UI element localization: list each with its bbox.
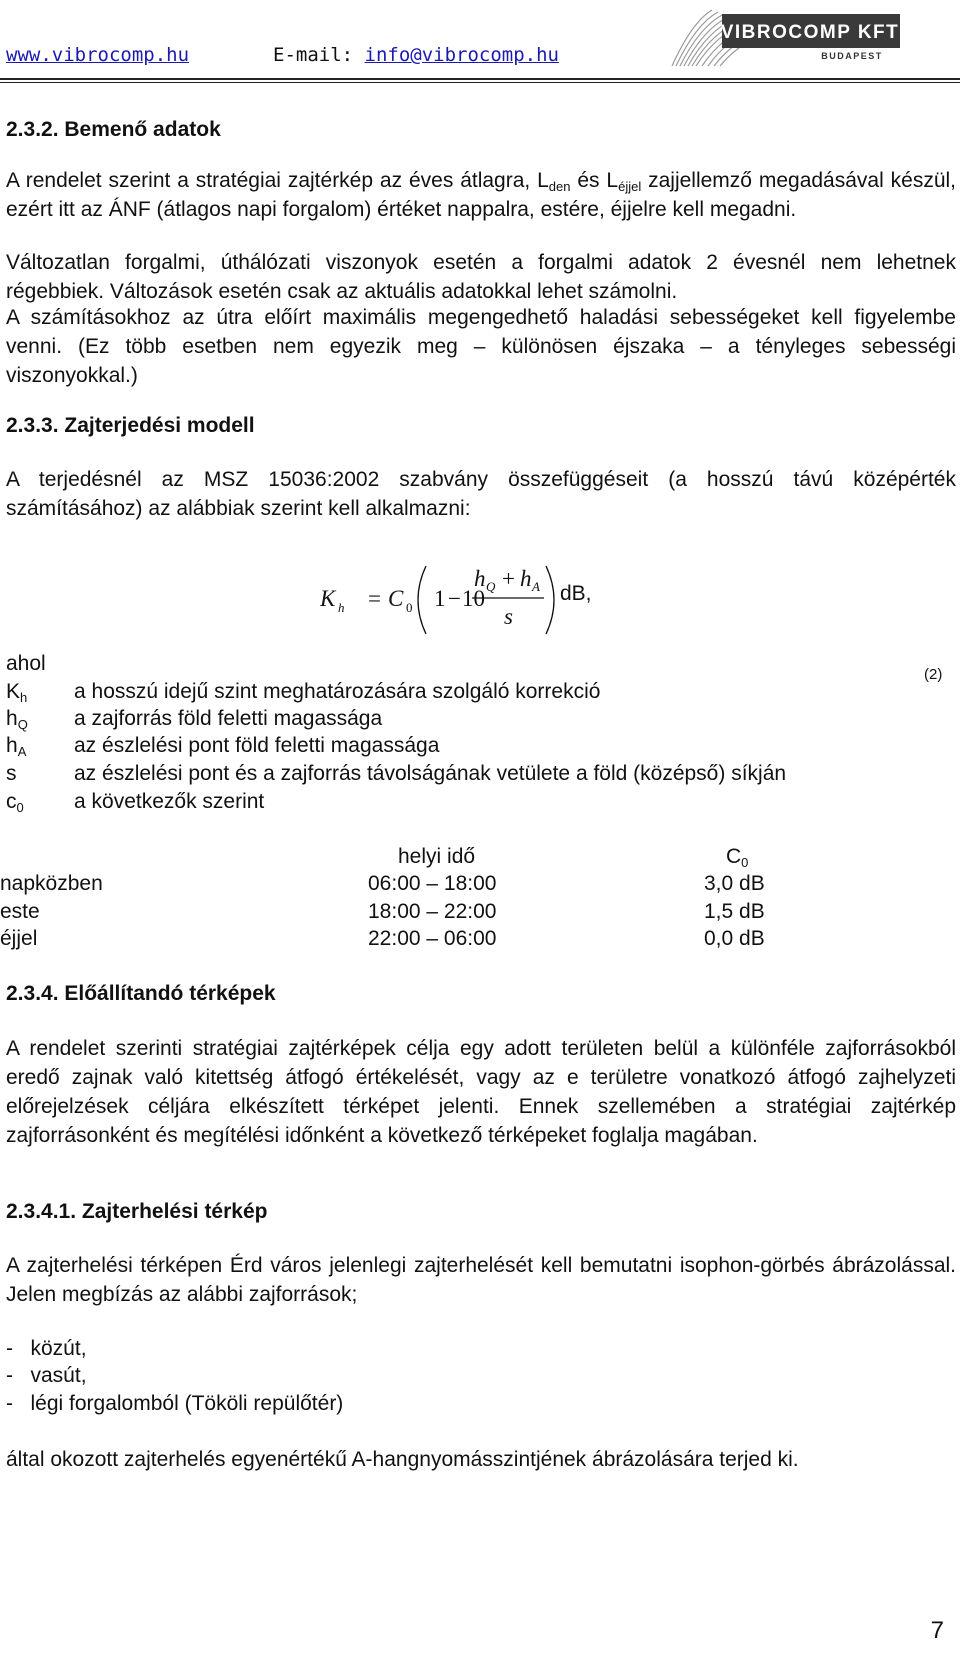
- definition-hq: $h_Q$ a zajforrás föld feletti magassága: [6, 707, 383, 732]
- definition-c0: $c_0$ a következők szerint: [6, 790, 265, 815]
- list-item: - légi forgalomból (Tököli repülőtér): [6, 1392, 344, 1415]
- formula-k: K: [320, 586, 336, 611]
- company-logo: [662, 2, 902, 74]
- table-row: este 18:00 – 22:00 1,5 dB: [0, 900, 765, 923]
- equation-number: (2): [924, 666, 943, 683]
- formula-k-sub: h: [338, 600, 345, 615]
- table-row: napközben 06:00 – 18:00 3,0 dB: [0, 872, 765, 895]
- list-item: - közút,: [6, 1337, 87, 1360]
- list-item: - vasút,: [6, 1364, 87, 1387]
- header-time: helyi idő: [398, 845, 476, 868]
- heading-232: 2.3.2. Bemenő adatok: [6, 118, 221, 141]
- svg-text:BUDAPEST: BUDAPEST: [821, 51, 883, 61]
- svg-text:VIBROCOMP KFT: VIBROCOMP KFT: [720, 22, 900, 43]
- definition-ha: $h_A$ az észlelési pont föld feletti magassága: [6, 734, 440, 759]
- formula-ha: h: [520, 566, 532, 591]
- formula-hq-sub: Q: [486, 579, 496, 594]
- heading-234: 2.3.4. Előállítandó térképek: [6, 982, 276, 1005]
- paragraph-2341-1: A zajterhelési térképen Érd város jelenlegi zajterhelését kell bemutatni isophon-görbés ábrázolással. Jelen megbízás az alábbi zajforrások;: [6, 1254, 956, 1306]
- formula-c: C: [388, 586, 404, 611]
- heading-233: 2.3.3. Zajterjedési modell: [6, 414, 255, 437]
- heading-2341: 2.3.4.1. Zajterhelési térkép: [6, 1200, 268, 1223]
- formula-unit: dB,: [560, 582, 592, 605]
- formula-ten: 10: [462, 586, 485, 611]
- header-rule: [0, 78, 960, 80]
- formula-kh: [320, 560, 640, 640]
- paragraph-233-1: A terjedésnél az MSZ 15036:2002 szabvány összefüggéseit (a hosszú távú középérték számításához) az alábbiak szerint kell alkalmazni:: [6, 468, 956, 520]
- formula-ha-sub: A: [532, 579, 540, 594]
- paragraph-232-2: Változatlan forgalmi, úthálózati viszonyok esetén a forgalmi adatok 2 évesnél nem lehetnek régebbiek. Változások esetén csak az aktuális adatokkal lehet számolni.: [6, 251, 956, 303]
- definition-kh: $K_h$ a hosszú idejű szint meghatározására szolgáló korrekció: [6, 680, 601, 705]
- formula-eq: =: [368, 586, 381, 611]
- where-label: ahol: [6, 652, 46, 675]
- header-rule-thin: [0, 82, 960, 83]
- formula-minus: −: [448, 586, 461, 611]
- table-header: [0, 845, 960, 873]
- paragraph-2341-2: által okozott zajterhelés egyenértékű A-hangnyomásszintjének ábrázolására terjed ki.: [6, 1448, 799, 1471]
- paragraph-232-3: A számításokhoz az útra előírt maximális megengedhető haladási sebességeket kell figyelembe venni. (Ez több esetben nem egyezik meg – különösen éjszaka – a tényleges sebességi viszonyokkal.): [6, 306, 956, 387]
- header-c0: $C_0$: [726, 845, 749, 870]
- paragraph-234-1: A rendelet szerinti stratégiai zajtérképek célja egy adott területen belül a különféle zajforrásokból eredő zajnak való kitettség átfogó értékelését, vagy az e területre vonatkozó átfogó zajhelyzeti előrejelzések céljára elkészített térképet jelenti. Ennek szellemében a stratégiai zajtérkép zajforrásonként és megítélési időnként a következő térképeket foglalja magában.: [6, 1037, 956, 1147]
- page-number: 7: [930, 1617, 944, 1644]
- formula-s: s: [504, 604, 513, 629]
- email-link[interactable]: info@vibrocomp.hu: [364, 44, 559, 66]
- paren-left: [418, 566, 426, 634]
- formula-plus: +: [502, 566, 515, 591]
- email-line: [273, 44, 559, 66]
- definition-s: s az észlelési pont és a zajforrás távolságának vetülete a föld (középső) síkján: [6, 762, 787, 785]
- paragraph-232-1: A rendelet szerint a stratégiai zajtérkép az éves átlagra, $L_{den}$ és $L_{éjjel}$ zajjellemző megadásával készül, ezért itt az ÁNF (átlagos napi forgalom) értéket nappalra, estére, éjjelre kell megadni.: [6, 169, 956, 221]
- formula-c-sub: 0: [406, 600, 413, 615]
- paren-right: [546, 566, 554, 634]
- website-link[interactable]: www.vibrocomp.hu: [6, 44, 190, 66]
- formula-one: 1: [434, 586, 446, 611]
- table-row: éjjel 22:00 – 06:00 0,0 dB: [0, 927, 765, 950]
- email-label: E-mail:: [273, 44, 354, 66]
- formula-hq: h: [474, 566, 486, 591]
